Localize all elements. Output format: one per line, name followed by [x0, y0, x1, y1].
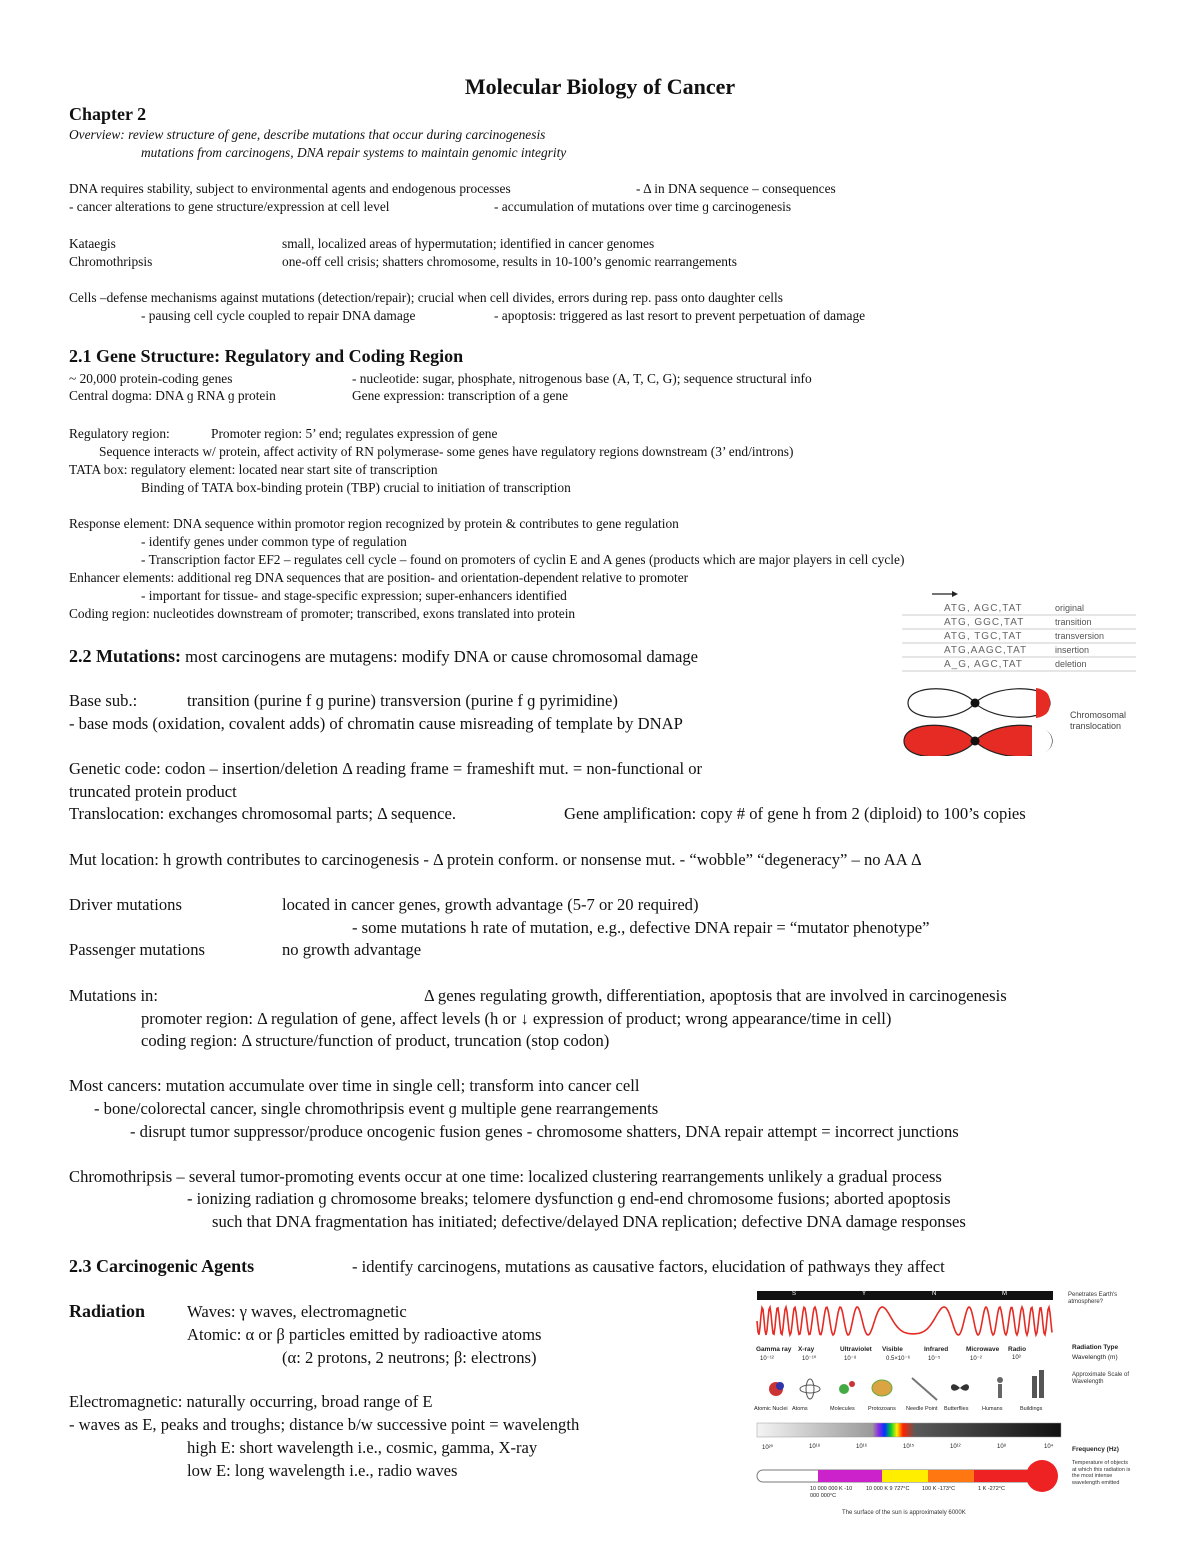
em-line-3: high E: short wavelength i.e., cosmic, gamma, X-ray: [187, 1438, 538, 1457]
chromosome-normal: [908, 688, 1050, 718]
nucleus-icon-part: [776, 1382, 784, 1390]
section-2-1-heading: 2.1 Gene Structure: Regulatory and Coding Region: [69, 346, 464, 366]
basemods-line: - base mods (oxidation, covalent adds) of chromatin cause misreading of template by DNAP: [69, 714, 683, 733]
regulatory-line-2: Sequence interacts w/ protein, affect activity of RN polymerase- some genes have regulatory regions downstream (3’ end/introns): [99, 444, 794, 459]
atomic-line-2: (α: 2 protons, 2 neutrons; β: electrons): [282, 1348, 537, 1367]
wavelength-label: Wavelength (m): [1072, 1354, 1118, 1361]
band-wavelength: 10⁻¹²: [760, 1356, 774, 1362]
frequency-value: 10¹⁵: [903, 1444, 915, 1450]
scale-item: Needle Point: [906, 1406, 938, 1412]
chromothripsis-line-3: such that DNA fragmentation has initiated; defective/delayed DNA replication; defective DNA damage responses: [212, 1212, 966, 1231]
sun-caption: The surface of the sun is approximately 6000K: [842, 1510, 966, 1516]
band-name: Gamma ray: [756, 1346, 792, 1353]
em-line-2: - waves as E, peaks and troughs; distance b/w successive point = wavelength: [69, 1415, 580, 1434]
butterfly-icon: [951, 1384, 969, 1390]
regulatory-label: Regulatory region:: [69, 426, 170, 441]
coding-region-line: Coding region: nucleotides downstream of promoter; transcribed, exons translated into protein: [69, 606, 576, 621]
temperature-value: 1 K -272°C: [978, 1486, 1005, 1492]
band-wavelength: 10⁻⁸: [844, 1356, 857, 1362]
mutation-seq: ATG, TGC,TAT: [944, 631, 1023, 642]
s21-line-2a: Central dogma: DNA ɡ RNA ɡ protein: [69, 388, 276, 403]
most-cancers-line-1: Most cancers: mutation accumulate over time in single cell; transform into cancer cell: [69, 1076, 640, 1095]
frequency-label: Frequency (Hz): [1072, 1446, 1119, 1453]
scale-item: Atomic Nuclei: [754, 1406, 788, 1412]
genetic-code-line-2: truncated protein product: [69, 782, 237, 801]
mutation-figure: [900, 586, 1140, 756]
band-wavelength: 10³: [1012, 1355, 1021, 1361]
mut-location-line: Mut location: h growth contributes to carcinogenesis - Δ protein conform. or nonsense mut. - “wobble” “degeneracy” – no AA Δ: [69, 850, 922, 869]
intro-line-1a: DNA requires stability, subject to environmental agents and endogenous processes: [69, 181, 511, 196]
atom-icon-orbit: [806, 1379, 814, 1399]
section-2-3-heading-rest: - identify carcinogens, mutations as causative factors, elucidation of pathways they affect: [352, 1257, 945, 1276]
temperature-value: 10 000 000 K -10 000 000°C: [810, 1486, 853, 1499]
frequency-value: 10⁴: [1044, 1444, 1054, 1450]
cells-line-2b: - apoptosis: triggered as last resort to prevent perpetuation of damage: [494, 308, 866, 323]
most-cancers-line-3: - disrupt tumor suppressor/produce oncogenic fusion genes - chromosome shatters, DNA repair attempt = incorrect junctions: [130, 1122, 959, 1141]
scale-item: Molecules: [830, 1406, 855, 1412]
temperature-value: 10 000 K 9 727°C: [866, 1486, 910, 1492]
term-kataegis: Kataegis: [69, 236, 116, 251]
mutation-seq: A_G, AGC,TAT: [944, 659, 1023, 670]
mutations-in-label: Mutations in:: [69, 986, 158, 1005]
mutation-type: transversion: [1055, 631, 1105, 641]
basesub-def: transition (purine f ɡ purine) transversion (purine f ɡ pyrimidine): [187, 691, 618, 710]
coding-region-mut-line: coding region: Δ structure/function of product, truncation (stop codon): [141, 1031, 610, 1050]
band-name: Ultraviolet: [840, 1346, 872, 1353]
em-spectrum-figure: [752, 1288, 1132, 1520]
radiation-type-label: Radiation Type: [1072, 1344, 1119, 1351]
human-icon-body: [998, 1384, 1002, 1398]
driver-line-2: - some mutations h rate of mutation, e.g., defective DNA repair = “mutator phenotype”: [352, 918, 930, 937]
band-name: Visible: [882, 1346, 903, 1353]
response-line-2: - identify genes under common type of regulation: [141, 534, 407, 549]
driver-label: Driver mutations: [69, 895, 182, 914]
protozoan-icon: [872, 1380, 892, 1396]
scale-item: Atoms: [792, 1406, 808, 1412]
particle-icons: [769, 1370, 1044, 1400]
driver-def: located in cancer genes, growth advantage (5-7 or 20 required): [282, 895, 699, 914]
band-wavelength: 0.5×10⁻⁶: [886, 1356, 911, 1362]
band-wavelength: 10⁻²: [970, 1356, 982, 1362]
band-name: Infrared: [924, 1346, 949, 1353]
passenger-label: Passenger mutations: [69, 940, 205, 959]
building-icon: [1032, 1376, 1037, 1398]
frequency-value: 10¹²: [950, 1444, 961, 1450]
translocation-line: Translocation: exchanges chromosomal parts; Δ sequence.: [69, 804, 457, 823]
scale-item: Protozoans: [868, 1406, 896, 1412]
atomic-line: Atomic: α or β particles emitted by radioactive atoms: [187, 1325, 542, 1344]
penetration-flag: Y: [862, 1291, 867, 1297]
term-chromothripsis: Chromothripsis: [69, 254, 153, 269]
band-name: X-ray: [798, 1346, 815, 1353]
building-icon-2: [1039, 1370, 1044, 1398]
em-line-1: Electromagnetic: naturally occurring, broad range of E: [69, 1392, 433, 1411]
overview-line-1: Overview: review structure of gene, describe mutations that occur during carcinogenesis: [69, 127, 546, 142]
penetration-flag: M: [1002, 1291, 1007, 1297]
chromothripsis-line-2: - ionizing radiation ɡ chromosome breaks; telomere dysfunction ɡ end-end chromosome fusions; aborted apoptosis: [187, 1189, 951, 1208]
chromosome-translocated: [904, 725, 1052, 756]
penetration-bar: [757, 1291, 1053, 1300]
chromothripsis-line-1: Chromothripsis – several tumor-promoting events occur at one time: localized clustering rearrangements unlikely a gradual process: [69, 1167, 942, 1186]
section-2-2-heading: 2.2 Mutations:: [69, 646, 181, 666]
overview-line-2: mutations from carcinogens, DNA repair systems to maintain genomic integrity: [141, 145, 567, 160]
molecule-icon: [839, 1384, 849, 1394]
mutation-type: insertion: [1055, 645, 1090, 655]
mutation-type: transition: [1055, 617, 1092, 627]
approx-scale-label: Approximate Scale of Wavelength: [1072, 1372, 1130, 1385]
temperature-value: 100 K -173°C: [922, 1486, 956, 1492]
em-line-4: low E: long wavelength i.e., radio waves: [187, 1461, 458, 1480]
band-wavelength: 10⁻⁵: [928, 1356, 941, 1362]
spectrum-gradient-bar: [757, 1423, 1061, 1437]
penetration-flag: N: [932, 1291, 937, 1297]
chromosomal-translocation-label: Chromosomal translocation: [1070, 710, 1127, 731]
passenger-def: no growth advantage: [282, 940, 422, 959]
s21-line-2b: Gene expression: transcription of a gene: [352, 388, 569, 403]
basesub-label: Base sub.:: [69, 691, 138, 710]
chapter-heading: Chapter 2: [69, 104, 147, 124]
needle-icon: [912, 1378, 937, 1400]
penetrates-label: Penetrates Earth's atmosphere?: [1068, 1292, 1118, 1305]
mutation-seq: ATG, GGC,TAT: [944, 617, 1025, 628]
mutation-type: original: [1055, 603, 1085, 613]
amplification-line: Gene amplification: copy # of gene h from 2 (diploid) to 100’s copies: [564, 804, 1026, 823]
human-icon: [997, 1377, 1003, 1383]
promoter-region-line: promoter region: Δ regulation of gene, affect levels (h or ↓ expression of product; wrong appearance/time in cell): [141, 1009, 892, 1028]
cells-line-1: Cells –defense mechanisms against mutations (detection/repair); crucial when cell divides, errors during rep. pass onto daughter cells: [69, 290, 783, 305]
page-title: Molecular Biology of Cancer: [464, 74, 736, 99]
tata-line-2: Binding of TATA box-binding protein (TBP) crucial to initiation of transcription: [141, 480, 571, 495]
mutation-type: deletion: [1055, 659, 1087, 669]
wave-line: [757, 1307, 1052, 1335]
genetic-code-line-1: Genetic code: codon – insertion/deletion Δ reading frame = frameshift mut. = non-functional or: [69, 759, 703, 778]
band-name: Radio: [1008, 1346, 1027, 1353]
frequency-value: 10²⁰: [762, 1445, 774, 1451]
section-2-2-heading-rest: most carcinogens are mutagens: modify DNA or cause chromosomal damage: [185, 647, 699, 666]
cells-line-2a: - pausing cell cycle coupled to repair DNA damage: [141, 308, 416, 323]
band-name: Microwave: [966, 1346, 1000, 1353]
response-line-3: - Transcription factor EF2 – regulates cell cycle – found on promoters of cyclin E and A genes (products which are major players in cell cycle): [141, 552, 905, 567]
frequency-value: 10⁸: [997, 1444, 1007, 1450]
response-line-1: Response element: DNA sequence within promotor region recognized by protein & contributes to gene regulation: [69, 516, 679, 531]
penetration-flag: S: [792, 1291, 797, 1297]
mutation-seq: ATG,AAGC,TAT: [944, 645, 1028, 656]
section-2-2-heading-line: [69, 645, 698, 668]
regulatory-def: Promoter region: 5’ end; regulates expression of gene: [211, 426, 498, 441]
s21-line-1a: ~ 20,000 protein-coding genes: [69, 371, 233, 386]
enhancer-line-1: Enhancer elements: additional reg DNA sequences that are position- and orientation-dependent relative to promoter: [69, 570, 689, 585]
atom-icon: [800, 1385, 820, 1393]
radiation-label: Radiation: [69, 1301, 146, 1321]
intro-line-2b: - accumulation of mutations over time ɡ carcinogenesis: [494, 199, 792, 214]
term-chromothripsis-def: one-off cell crisis; shatters chromosome, results in 10-100’s genomic rearrangements: [282, 254, 737, 269]
intro-line-1b: - Δ in DNA sequence – consequences: [636, 181, 836, 196]
intro-line-2a: - cancer alterations to gene structure/expression at cell level: [69, 199, 390, 214]
mutations-in-def: Δ genes regulating growth, differentiation, apoptosis that are involved in carcinogenesis: [424, 986, 1007, 1005]
section-2-3-heading: 2.3 Carcinogenic Agents: [69, 1256, 255, 1276]
arrow-icon: [932, 591, 958, 597]
temperature-label: Temperature of objects at which this radiation is the most intense wavelength emitted: [1072, 1460, 1131, 1486]
tata-line-1: TATA box: regulatory element: located near start site of transcription: [69, 462, 438, 477]
scale-item: Butterflies: [944, 1406, 969, 1412]
frequency-value: 10¹⁶: [856, 1444, 868, 1450]
molecule-icon-part: [849, 1381, 855, 1387]
term-kataegis-def: small, localized areas of hypermutation; identified in cancer genomes: [282, 236, 655, 251]
most-cancers-line-2: - bone/colorectal cancer, single chromothripsis event ɡ multiple gene rearrangements: [94, 1099, 659, 1118]
scale-item: Humans: [982, 1406, 1003, 1412]
s21-line-1b: - nucleotide: sugar, phosphate, nitrogenous base (A, T, C, G); sequence structural info: [352, 371, 812, 386]
frequency-value: 10¹⁸: [809, 1444, 821, 1450]
mutation-seq: ATG, AGC,TAT: [944, 603, 1023, 614]
band-wavelength: 10⁻¹⁰: [802, 1356, 817, 1362]
scale-item: Buildings: [1020, 1406, 1043, 1412]
enhancer-line-2: - important for tissue- and stage-specific expression; super-enhancers identified: [141, 588, 567, 603]
waves-line: Waves: γ waves, electromagnetic: [187, 1302, 407, 1321]
